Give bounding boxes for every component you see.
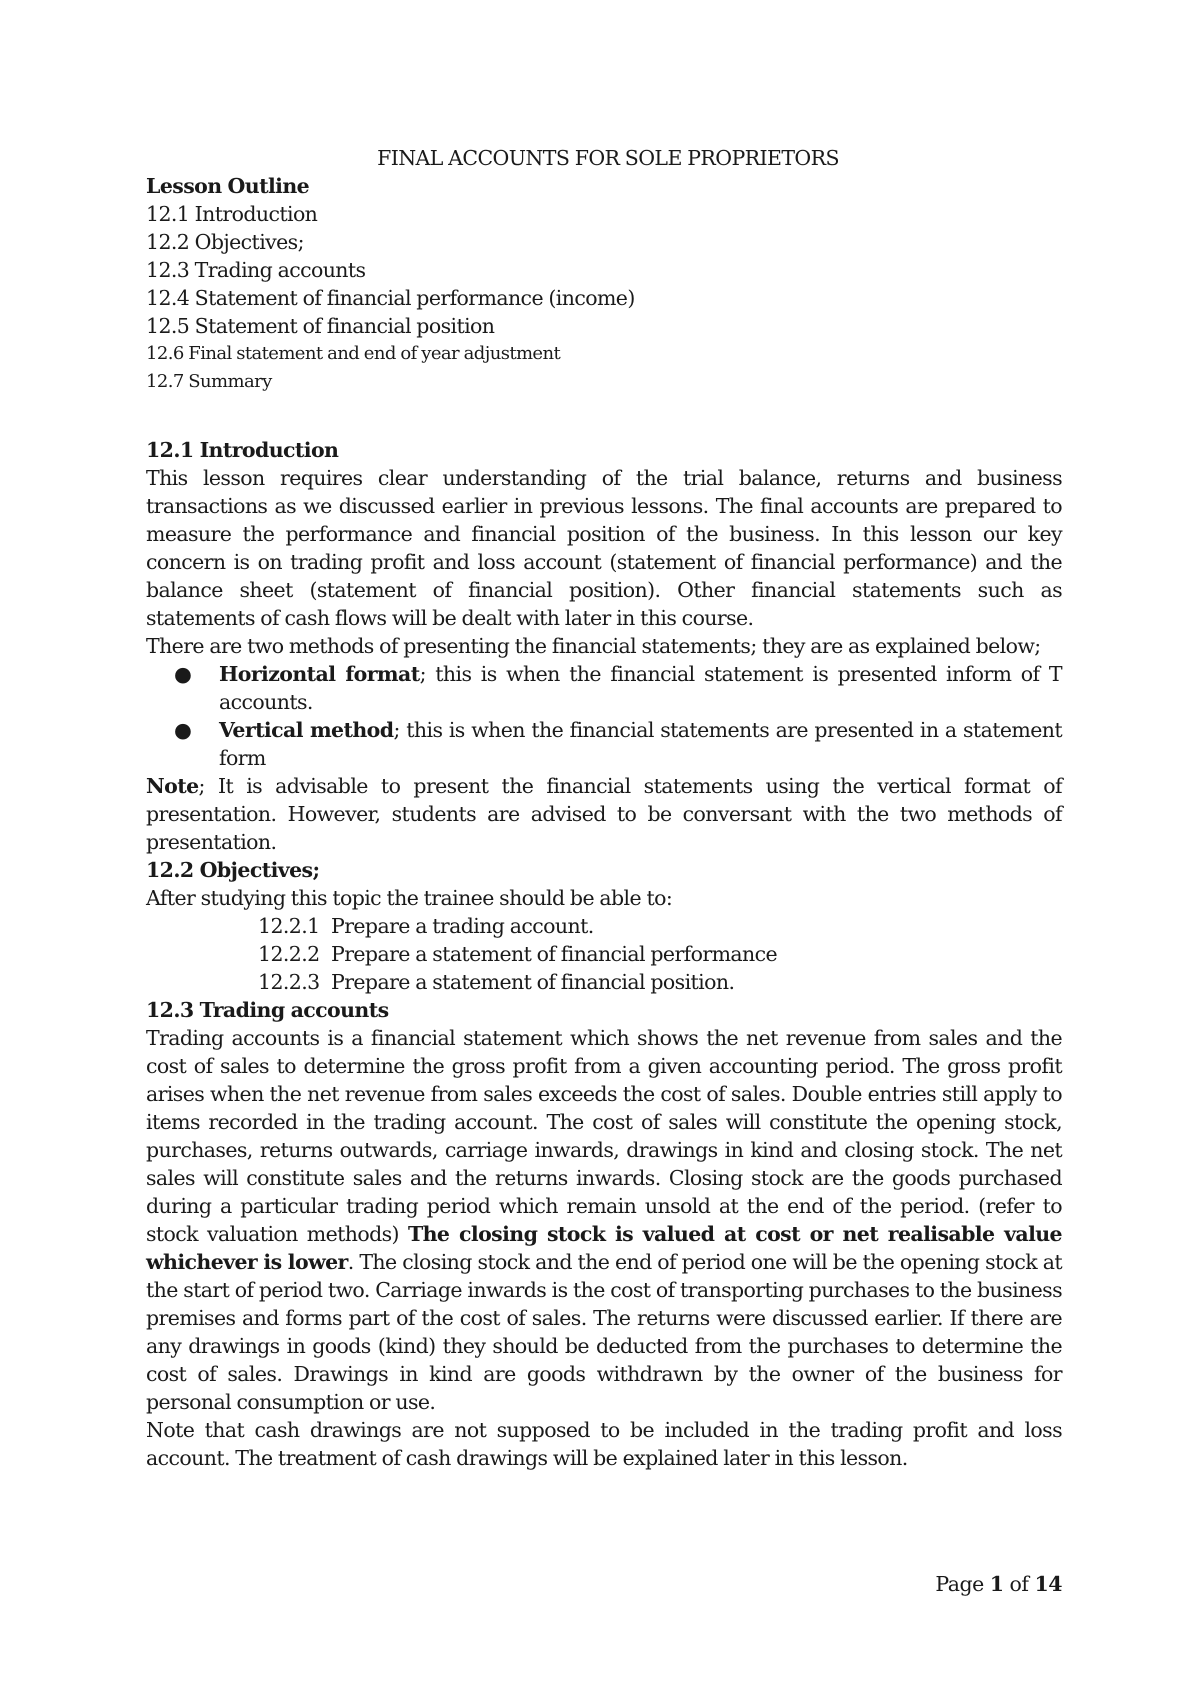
bullet-term: Horizontal format (219, 662, 420, 686)
trading-text: . The closing stock and the end of period one will be the opening stock at the start of period two. Carriage inwards is the cost of transporting purchases to the business premises and forms part of the cost of sales. The returns were discussed earlier. If there are any drawings in goods (kind) they should be deducted from the purchases to determine the cost of sales. Drawings in kind are goods withdrawn by the owner of the business for personal consumption or use. (146, 1250, 1062, 1414)
outline-item: 12.6 Final statement and end of year adjustment (146, 343, 561, 364)
trading-heading: 12.3 Trading accounts (146, 998, 389, 1022)
objective-item (146, 968, 1062, 996)
note-paragraph (146, 772, 1062, 856)
bullet-term: Vertical method (219, 718, 394, 742)
outline-item: 12.4 Statement of financial performance (income) (146, 286, 635, 310)
objective-text: Prepare a statement of financial position. (331, 970, 735, 994)
objective-number: 12.2.1 (258, 914, 320, 938)
intro-heading: 12.1 Introduction (146, 438, 339, 462)
bullet-vertical-method (146, 716, 1062, 772)
outline-item: 12.5 Statement of financial position (146, 314, 495, 338)
cash-drawings-note: Note that cash drawings are not supposed to be included in the trading profit and loss account. The treatment of cash drawings will be explained later in this lesson. (146, 1418, 1062, 1470)
objectives-lead: After studying this topic the trainee should be able to: (146, 886, 673, 910)
objectives-heading: 12.2 Objectives; (146, 858, 320, 882)
outline-item: 12.3 Trading accounts (146, 258, 366, 282)
objective-item (146, 912, 1062, 940)
bullet-text: ; this is when the financial statement is presented inform of T accounts. (219, 662, 1063, 714)
bullet-icon: ● (174, 662, 192, 686)
outline-item: 12.1 Introduction (146, 202, 318, 226)
intro-methods-paragraph: There are two methods of presenting the financial statements; they are as explained below; (146, 634, 1041, 658)
outline-item: 12.7 Summary (146, 371, 272, 392)
objective-number: 12.2.3 (258, 970, 320, 994)
objective-text: Prepare a statement of financial performance (331, 942, 778, 966)
trading-emphasis: The closing stock is valued at cost or net realisable value whichever is lower (146, 1222, 1063, 1274)
objective-text: Prepare a trading account. (331, 914, 594, 938)
trading-paragraph (146, 1024, 1062, 1416)
note-text: ; It is advisable to present the financial statements using the vertical format of presentation. However, students are advised to be conversant with the two methods of presentation. (146, 774, 1062, 854)
spacer (146, 396, 1062, 436)
trading-text: Trading accounts is a financial statement which shows the net revenue from sales and the cost of sales to determine the gross profit from a given accounting period. The gross profit arises when the net revenue from sales exceeds the cost of sales. Double entries still apply to items recorded in the trading account. The cost of sales will constitute the opening stock, purchases, returns outwards, carriage inwards, drawings in kind and closing stock. The net sales will constitute sales and the returns inwards. Closing stock are the goods purchased during a particular trading period which remain unsold at the end of the period. (refer to stock valuation methods) (146, 1026, 1062, 1246)
bullet-text: ; this is when the financial statements are presented in a statement form (219, 718, 1062, 770)
page-label: Page (935, 1572, 990, 1596)
total-pages: 14 (1034, 1572, 1062, 1596)
objective-item (146, 940, 1062, 968)
bullet-horizontal-format (146, 660, 1062, 716)
intro-paragraph: This lesson requires clear understanding of the trial balance, returns and business transactions as we discussed earlier in previous lessons. The final accounts are prepared to measure the performance and financial position of the business. In this lesson our key concern is on trading profit and loss account (statement of financial performance) and the balance sheet (statement of financial position). Other financial statements such as statements of cash flows will be dealt with later in this course. (146, 466, 1062, 630)
page-number-footer (935, 1572, 1062, 1596)
outline-heading: Lesson Outline (146, 174, 310, 198)
page-content (146, 144, 1062, 1472)
bullet-icon: ● (174, 718, 192, 742)
outline-item: 12.2 Objectives; (146, 230, 304, 254)
document-title: FINAL ACCOUNTS FOR SOLE PROPRIETORS (377, 146, 839, 170)
note-label: Note (146, 774, 199, 798)
objective-number: 12.2.2 (258, 942, 320, 966)
of-label: of (1003, 1572, 1035, 1596)
current-page: 1 (989, 1572, 1004, 1596)
